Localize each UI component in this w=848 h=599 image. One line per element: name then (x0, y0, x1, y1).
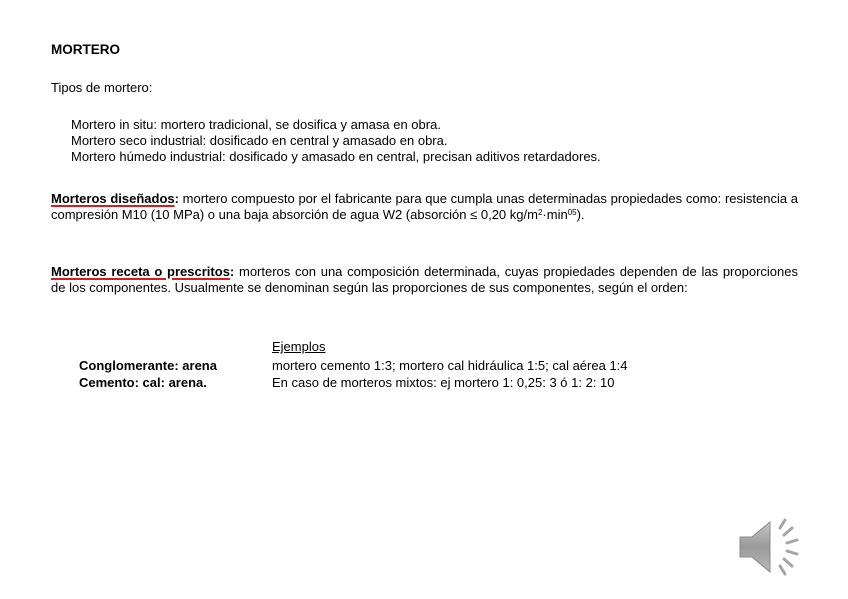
example-item: En caso de morteros mixtos: ej mortero 1: 0,25: 3 ó 1: 2: 10 (272, 375, 615, 390)
examples-list (272, 357, 628, 391)
designed-text-b: ·min (542, 206, 568, 222)
intro-text: Tipos de mortero: (51, 80, 153, 95)
designed-mortar-term: Morteros diseñados (51, 191, 175, 206)
designed-text-c: ). (576, 206, 585, 222)
superscript: 2 (537, 207, 543, 217)
speaker-icon[interactable] (736, 514, 806, 580)
ratio-order-item: Cemento: cal: arena. (79, 375, 207, 390)
list-item: Mortero húmedo industrial: dosificado y amasado en central, precisan aditivos retardadores. (71, 149, 601, 164)
ratio-order-item: Conglomerante: arena (79, 358, 217, 373)
list-item: Mortero seco industrial: dosificado en central y amasado en obra. (71, 133, 448, 148)
list-item: Mortero in situ: mortero tradicional, se dosifica y amasa en obra. (71, 117, 441, 132)
prescribed-mortar-term: Morteros receta o prescritos (51, 264, 230, 279)
prescribed-mortar-paragraph (51, 264, 798, 295)
examples-heading: Ejemplos (272, 339, 326, 354)
designed-mortar-paragraph (51, 191, 798, 222)
prescribed-text: morteros con una composición determinada, cuyas propiedades dependen de las proporciones de los componentes. Usualmente se denominan según las proporciones de sus componentes, según el orden: (51, 264, 798, 295)
slide-title: MORTERO (51, 42, 120, 57)
term-colon: : (174, 191, 179, 206)
term-colon: : (229, 264, 235, 279)
ratio-order-list (79, 357, 217, 391)
superscript: 05 (567, 207, 577, 217)
mortar-types-list (71, 117, 601, 165)
designed-text-a: mortero compuesto por el fabricante para que cumpla unas determinadas propiedades como: resistencia a compresión M10 (10 MPa) o una baja absorción de agua W2 (absorción ≤ 0,20 kg/m (51, 191, 799, 222)
example-item: mortero cemento 1:3; mortero cal hidráulica 1:5; cal aérea 1:4 (272, 358, 628, 373)
speaker-icon-graphic (736, 514, 806, 580)
